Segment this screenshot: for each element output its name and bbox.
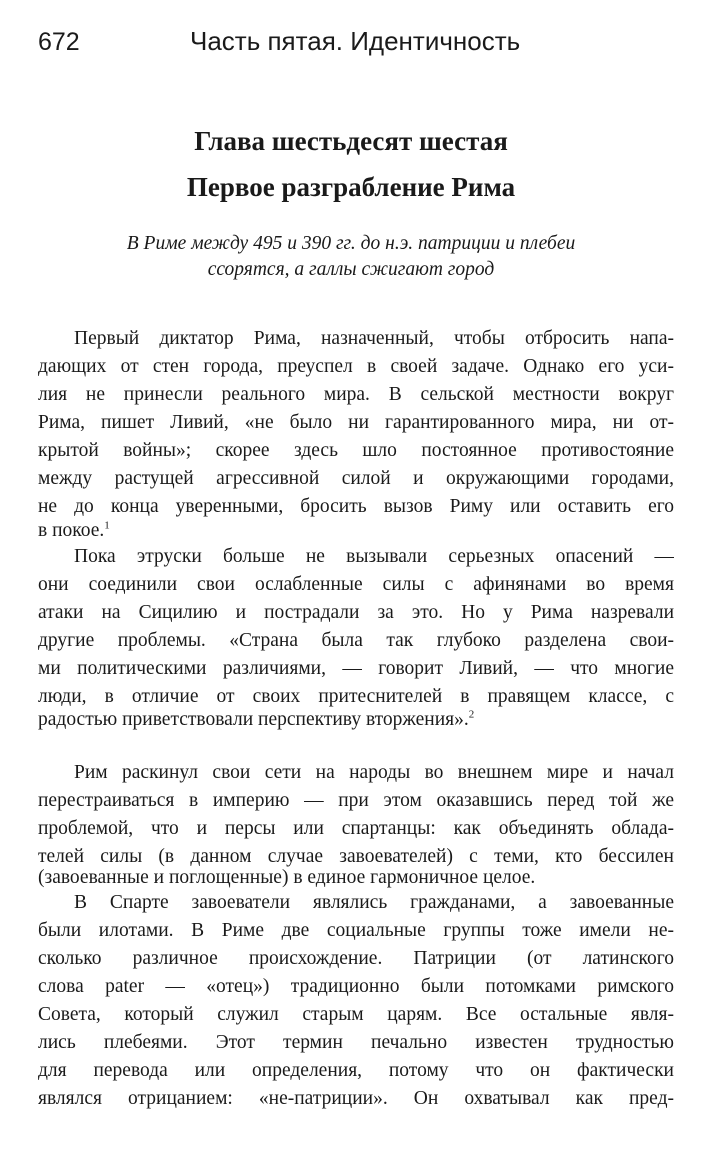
- body-line: проблемой, что и персы или спартанцы: как объединять облада-: [38, 818, 674, 839]
- body-line: (завоеванные и поглощенные) в единое гармоничное целое.: [38, 867, 536, 888]
- body-line: ми политическими различиями, — говорит Ливий, — что многие: [38, 658, 674, 679]
- body-line: телей силы (в данном случае завоевателей) с теми, кто бессилен: [38, 846, 674, 867]
- body-line: Первый диктатор Рима, назначенный, чтобы отбросить напа-: [74, 328, 674, 349]
- chapter-number: Глава шестьдесят шестая: [194, 126, 508, 156]
- footnote-mark: 1: [104, 519, 110, 532]
- running-header: [38, 28, 672, 68]
- body-line: лись плебеями. Этот термин печально известен трудностью: [38, 1032, 674, 1053]
- epigraph-line: ссорятся, а галлы сжигают город: [207, 259, 495, 280]
- body-line: не до конца уверенными, бросить вызов Риму или оставить его: [38, 496, 674, 517]
- body-line: крытой войны»; скорее здесь шло постоянное противостояние: [38, 440, 674, 461]
- chapter-title: Первое разграбление Рима: [186, 172, 516, 202]
- body-line: люди, в отличие от своих притеснителей в правящем классе, с: [38, 686, 674, 707]
- page-number: 672: [38, 28, 80, 56]
- body-line: являлся отрицанием: «не-патриции». Он охватывал как пред-: [38, 1088, 674, 1109]
- body-line: между растущей агрессивной силой и окружающими городами,: [38, 468, 674, 489]
- body-line: слова pater — «отец») традиционно были потомками римского: [38, 976, 674, 997]
- body-line: для перевода или определения, потому что он фактически: [38, 1060, 674, 1081]
- running-head-title: Часть пятая. Идентичность: [190, 26, 521, 56]
- body-line: [38, 519, 674, 543]
- body-line: Рим раскинул свои сети на народы во внешнем мире и начал: [74, 762, 674, 783]
- body-line: другие проблемы. «Страна была так глубоко разделена свои-: [38, 630, 674, 651]
- body-line-text: в покое.: [38, 520, 105, 541]
- body-line: дающих от стен города, преуспел в своей задаче. Однако его уси-: [38, 356, 674, 377]
- body-line: сколько различное происхождение. Патриции (от латинского: [38, 948, 674, 969]
- body-line: Пока этруски больше не вызывали серьезных опасений —: [74, 546, 674, 567]
- body-line-text: радостью приветствовали перспективу вторжения».: [38, 709, 469, 730]
- body-line: атаки на Сицилию и пострадали за это. Но у Рима назревали: [38, 602, 674, 623]
- body-line: они соединили свои ослабленные силы с афинянами во время: [38, 574, 674, 595]
- epigraph-line: В Риме между 495 и 390 гг. до н.э. патриции и плебеи: [126, 233, 576, 254]
- body-line: Рима, пишет Ливий, «не было ни гарантированного мира, ни от-: [38, 412, 674, 433]
- body-line: В Спарте завоеватели являлись гражданами, а завоеванные: [74, 892, 674, 913]
- footnote-mark: 2: [468, 708, 475, 721]
- body-line: лия не принесли реального мира. В сельской местности вокруг: [38, 384, 674, 405]
- body-line: Совета, который служил старым царям. Все остальные явля-: [38, 1004, 674, 1025]
- body-line: были илотами. В Риме две социальные группы тоже имели не-: [38, 920, 674, 941]
- body-line: [38, 708, 674, 732]
- body-line: перестраиваться в империю — при этом оказавшись перед той же: [38, 790, 674, 811]
